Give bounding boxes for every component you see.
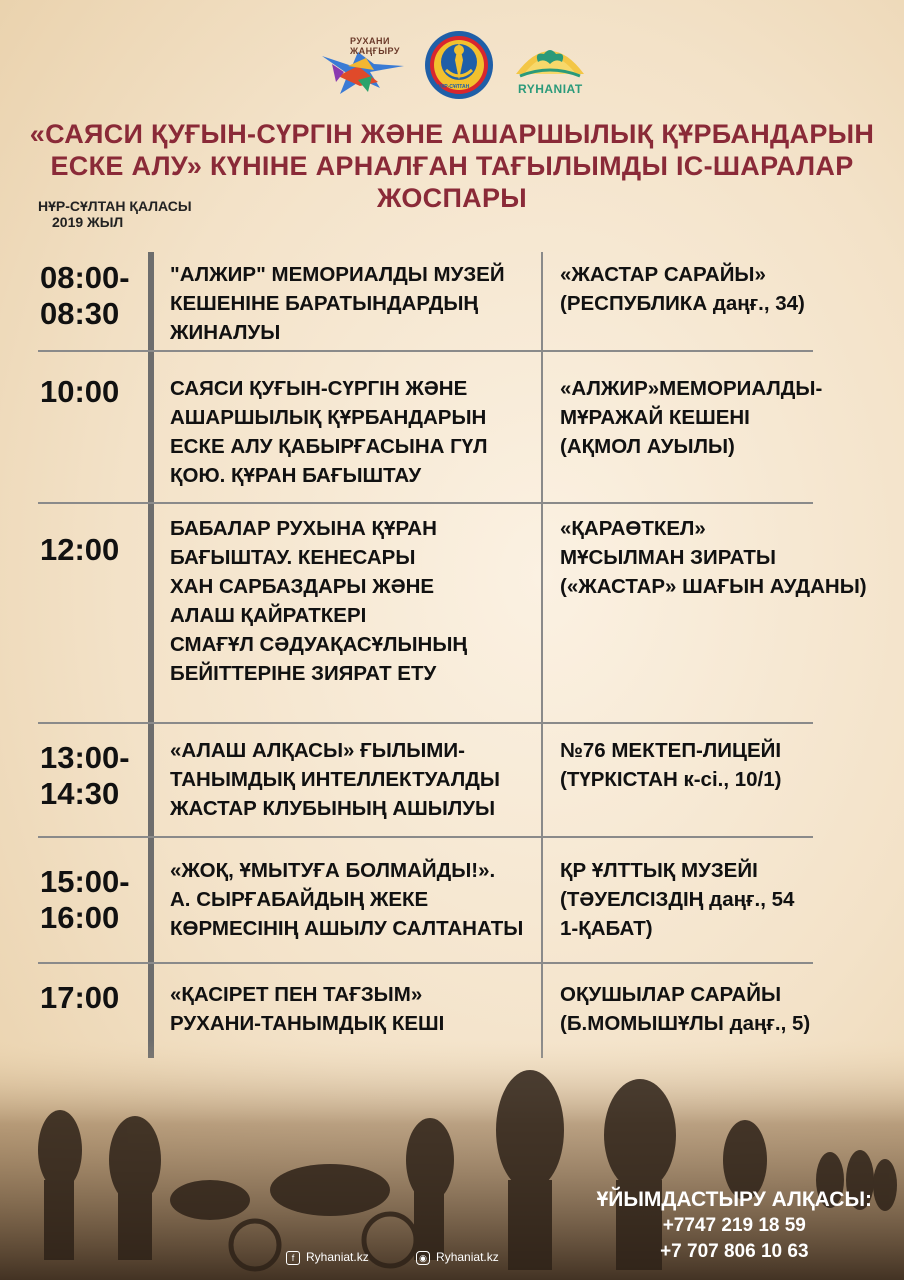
event-line: СМАҒҰЛ СӘДУАҚАСҰЛЫНЫҢ (170, 633, 468, 656)
title-line-1: «САЯСИ ҚУҒЫН-СҮРГІН ЖӘНЕ АШАРШЫЛЫҚ ҚҰРБАНДАРЫН (29, 119, 875, 149)
event-line: САЯСИ ҚУҒЫН-СҮРГІН ЖӘНЕ (170, 377, 468, 400)
row-place (560, 856, 890, 943)
place-line: («ЖАСТАР» ШАҒЫН АУДАНЫ) (560, 575, 867, 598)
year-label: 2019 ЖЫЛ (52, 214, 124, 230)
event-line: ҚОЮ. ҚҰРАН БАҒЫШТАУ (170, 464, 422, 487)
row-event (170, 856, 535, 943)
event-line: ЕСКЕ АЛУ ҚАБЫРҒАСЫНА ГҮЛ (170, 435, 488, 458)
row-time (40, 374, 119, 410)
row-divider (38, 350, 813, 352)
event-line: "АЛЖИР" МЕМОРИАЛДЫ МУЗЕЙ (170, 263, 505, 286)
row-event (170, 374, 535, 490)
instagram-icon: ◉ (416, 1251, 430, 1265)
organizers-block (597, 1187, 872, 1265)
event-line: ТАНЫМДЫҚ ИНТЕЛЛЕКТУАЛДЫ (170, 768, 500, 791)
event-line: БЕЙІТТЕРІНЕ ЗИЯРАТ ЕТУ (170, 662, 437, 685)
row-time (40, 740, 130, 812)
facebook-link[interactable] (286, 1250, 391, 1265)
nur-sultan-seal-logo (424, 30, 494, 100)
place-line: «ЖАСТАР САРАЙЫ» (560, 263, 766, 286)
dome-ornament-icon (510, 34, 590, 84)
time-line: 10:00 (40, 374, 120, 409)
seal-text: НҰР-СҰЛТАН (438, 84, 470, 90)
row-event (170, 260, 535, 347)
row-event (170, 980, 535, 1038)
time-line: 08:30 (40, 296, 120, 331)
rukhani-logo-text: РУХАНИ ЖАҢҒЫРУ (350, 36, 401, 56)
place-line: (ТҮРКІСТАН к-сі., 10/1) (560, 768, 782, 791)
place-line: (ТӘУЕЛСІЗДІҢ даңғ., 54 (560, 888, 795, 911)
event-line: АШАРШЫЛЫҚ ҚҰРБАНДАРЫН (170, 406, 487, 429)
row-time (40, 532, 119, 568)
event-line: А. СЫРҒАБАЙДЫҢ ЖЕКЕ (170, 888, 429, 911)
event-line: «ЖОҚ, ҰМЫТУҒА БОЛМАЙДЫ!». (170, 859, 496, 882)
event-line: ЖИНАЛУЫ (170, 321, 281, 344)
place-line: (АҚМОЛ АУЫЛЫ) (560, 435, 735, 458)
place-line: «АЛЖИР»МЕМОРИАЛДЫ- (560, 377, 823, 400)
row-place (560, 374, 890, 461)
organizer-phone-1[interactable]: +7747 219 18 59 (662, 1215, 806, 1236)
time-line: 13:00- (40, 740, 130, 775)
row-place (560, 736, 890, 794)
place-line: (РЕСПУБЛИКА даңғ., 34) (560, 292, 805, 315)
event-line: БАҒЫШТАУ. КЕНЕСАРЫ (170, 546, 416, 569)
instagram-handle: Ryhaniat.kz (436, 1250, 499, 1264)
row-place (560, 514, 890, 601)
place-line: ОҚУШЫЛАР САРАЙЫ (560, 983, 782, 1006)
row-divider (38, 502, 813, 504)
place-line: МҰСЫЛМАН ЗИРАТЫ (560, 546, 776, 569)
organizers-title: ҰЙЫМДАСТЫРУ АЛҚАСЫ: (596, 1188, 872, 1211)
time-column-divider (148, 252, 154, 1058)
time-line: 17:00 (40, 980, 120, 1015)
facebook-icon: f (286, 1251, 300, 1265)
time-line: 16:00 (40, 900, 120, 935)
rukhani-zhangyru-logo (318, 36, 408, 106)
place-line: №76 МЕКТЕП-ЛИЦЕЙІ (560, 739, 782, 762)
event-line: АЛАШ ҚАЙРАТКЕРІ (170, 604, 367, 627)
facebook-handle: Ryhaniat.kz (306, 1250, 369, 1264)
place-line: 1-ҚАБАТ) (560, 917, 653, 940)
city-year-block (38, 198, 192, 230)
place-line: (Б.МОМЫШҰЛЫ даңғ., 5) (560, 1012, 811, 1035)
event-line: РУХАНИ-ТАНЫМДЫҚ КЕШІ (170, 1012, 445, 1035)
row-divider (38, 836, 813, 838)
time-line: 14:30 (40, 776, 120, 811)
event-line: КӨРМЕСІНІҢ АШЫЛУ САЛТАНАТЫ (170, 917, 524, 940)
event-line: «ҚАСІРЕТ ПЕН ТАҒЗЫМ» (170, 983, 423, 1006)
event-line: ЖАСТАР КЛУБЫНЫҢ АШЫЛУЫ (170, 797, 496, 820)
title-line-2: ЕСКЕ АЛУ» КҮНІНЕ АРНАЛҒАН ТАҒЫЛЫМДЫ ІС-ШАРАЛАР ЖОСПАРЫ (50, 151, 854, 213)
event-line: «АЛАШ АЛҚАСЫ» ҒЫЛЫМИ- (170, 739, 465, 762)
place-line: МҰРАЖАЙ КЕШЕНІ (560, 406, 750, 429)
time-line: 12:00 (40, 532, 120, 567)
organizer-phone-2[interactable]: +7 707 806 10 63 (660, 1241, 809, 1262)
ryhaniat-logo (510, 34, 590, 104)
event-line: КЕШЕНІНЕ БАРАТЫНДАРДЫҢ (170, 292, 479, 315)
row-divider (38, 962, 813, 964)
time-line: 08:00- (40, 260, 130, 295)
row-divider (38, 722, 813, 724)
logo-bar (0, 30, 904, 110)
row-time (40, 980, 119, 1016)
time-line: 15:00- (40, 864, 130, 899)
ryhaniat-logo-text: RYHANIAT (518, 82, 583, 96)
row-place (560, 260, 890, 318)
city-name: НҰР-СҰЛТАН ҚАЛАСЫ (38, 198, 192, 214)
row-place (560, 980, 890, 1038)
event-line: ХАН САРБАЗДАРЫ ЖӘНЕ (170, 575, 435, 598)
social-links (286, 1250, 543, 1265)
row-time (40, 864, 130, 936)
row-time (40, 260, 130, 332)
instagram-link[interactable] (416, 1250, 521, 1265)
place-line: ҚР ҰЛТТЫҚ МУЗЕЙІ (560, 859, 758, 882)
place-line: «ҚАРАӨТКЕЛ» (560, 517, 706, 540)
place-column-divider (541, 252, 543, 1058)
row-event (170, 736, 535, 823)
event-line: БАБАЛАР РУХЫНА ҚҰРАН (170, 517, 437, 540)
row-event (170, 514, 535, 688)
